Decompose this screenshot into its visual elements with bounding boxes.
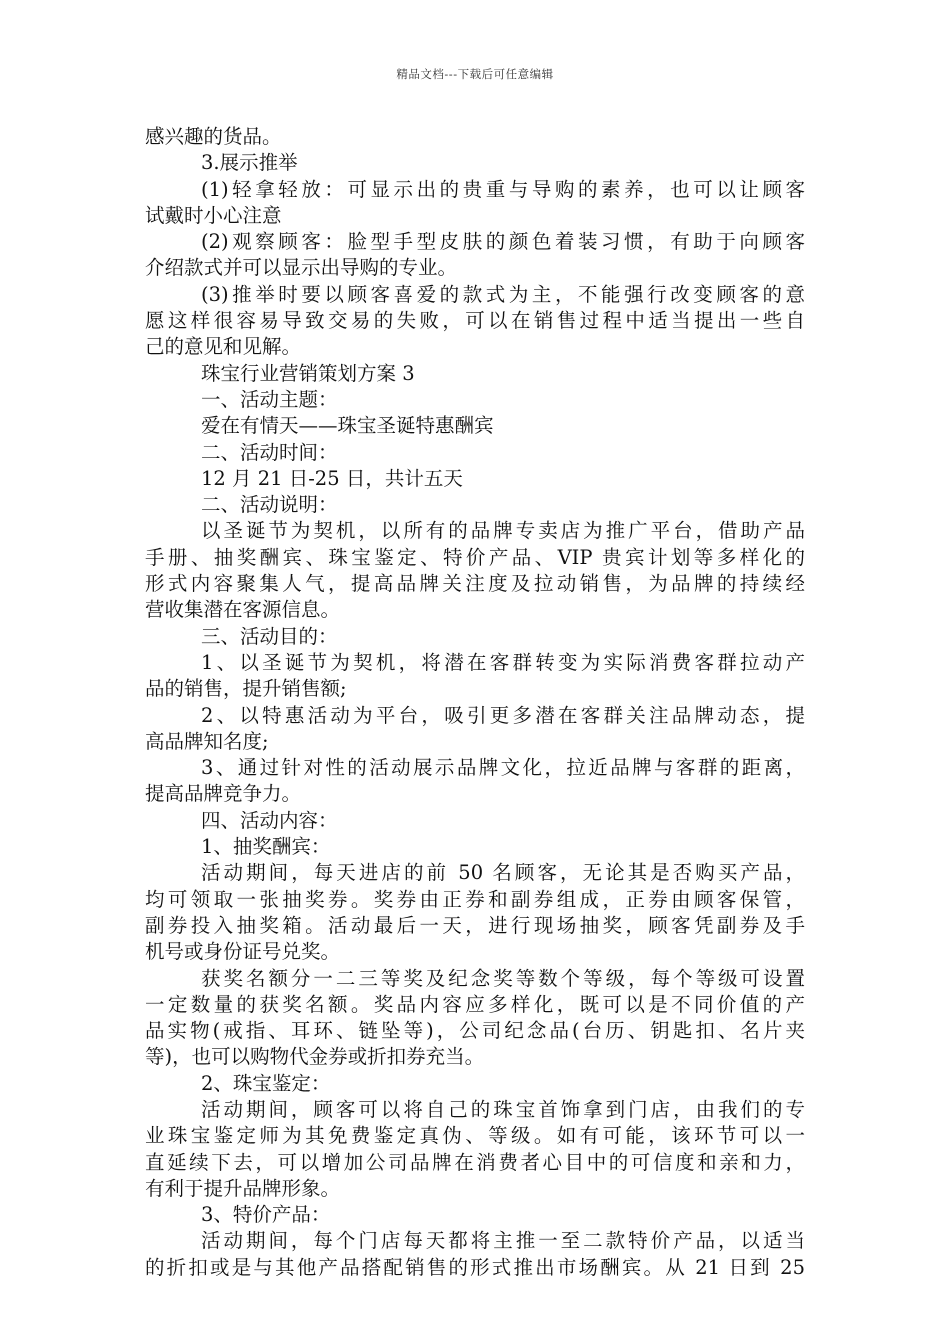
text-line: 3.展示推举 <box>201 151 298 175</box>
text-line: 高品牌知名度; <box>145 729 269 753</box>
text-line: 试戴时小心注意 <box>145 203 282 227</box>
text-line: 以圣诞节为契机，以所有的品牌专卖店为推广平台，借助产品 <box>201 519 805 543</box>
text-line: 感兴趣的货品。 <box>145 125 282 148</box>
page-header: 精品文档---下载后可任意编辑 <box>396 67 554 81</box>
text-line: 的折扣或是与其他产品搭配销售的形式推出市场酬宾。从 21 日到 25 <box>145 1255 805 1279</box>
text-line: 2、珠宝鉴定： <box>201 1071 331 1095</box>
text-line: 2、以特惠活动为平台，吸引更多潜在客群关注品牌动态，提 <box>201 703 805 727</box>
text-line: 活动期间，顾客可以将自己的珠宝首饰拿到门店，由我们的专 <box>201 1097 805 1121</box>
text-line: (1)轻拿轻放：可显示出的贵重与导购的素养，也可以让顾客 <box>201 177 805 201</box>
text-line: 一定数量的获奖名额。奖品内容应多样化，既可以是不同价值的产 <box>145 992 805 1016</box>
document-body <box>145 124 805 1281</box>
text-line: 有利于提升品牌形象。 <box>145 1176 341 1200</box>
text-line: 业珠宝鉴定师为其免费鉴定真伪、等级。如有可能，该环节可以一 <box>145 1124 805 1148</box>
text-line: 1、抽奖酬宾： <box>201 835 331 859</box>
text-line: 愿这样很容易导致交易的失败，可以在销售过程中适当提出一些自 <box>145 309 805 333</box>
text-line: 四、活动内容： <box>201 808 338 832</box>
text-line: 等)，也可以购物代金券或折扣券充当。 <box>145 1045 485 1069</box>
text-line: 活动期间，每个门店每天都将主推一至二款特价产品，以适当 <box>201 1229 805 1253</box>
text-line: 1、以圣诞节为契机，将潜在客群转变为实际消费客群拉动产 <box>201 650 805 674</box>
text-line: 一、活动主题： <box>201 387 338 411</box>
text-line: 提高品牌竞争力。 <box>145 782 302 806</box>
text-line: 3、特价产品： <box>201 1203 331 1227</box>
text-line: 活动期间，每天进店的前 50 名顾客，无论其是否购买产品， <box>201 861 805 885</box>
text-line: 均可领取一张抽奖券。奖券由正券和副券组成，正券由顾客保管， <box>145 887 805 911</box>
text-line: 二、活动时间： <box>201 440 338 464</box>
text-line: (2)观察顾客：脸型手型皮肤的颜色着装习惯，有助于向顾客 <box>201 230 805 254</box>
text-line: 直延续下去，可以增加公司品牌在消费者心目中的可信度和亲和力， <box>145 1150 805 1174</box>
text-line: 己的意见和见解。 <box>145 335 302 359</box>
text-line: 爱在有情天——珠宝圣诞特惠酬宾 <box>201 414 494 438</box>
text-line: 三、活动目的： <box>201 624 338 648</box>
text-line: 形式内容聚集人气，提高品牌关注度及拉动销售，为品牌的持续经 <box>145 572 805 596</box>
text-line: 品实物(戒指、耳环、链坠等)，公司纪念品(台历、钥匙扣、名片夹 <box>145 1019 805 1043</box>
text-line: 介绍款式并可以显示出导购的专业。 <box>145 256 458 280</box>
text-line: 获奖名额分一二三等奖及纪念奖等数个等级，每个等级可设置 <box>201 966 805 990</box>
text-line: 珠宝行业营销策划方案 3 <box>201 361 415 385</box>
text-line: 二、活动说明： <box>201 493 338 517</box>
text-line: (3)推举时要以顾客喜爱的款式为主，不能强行改变顾客的意 <box>201 282 805 306</box>
text-line: 12 月 21 日-25 日，共计五天 <box>201 466 463 490</box>
text-line: 营收集潜在客源信息。 <box>145 598 341 622</box>
text-line: 手册、抽奖酬宾、珠宝鉴定、特价产品、VIP 贵宾计划等多样化的 <box>145 545 805 569</box>
text-line: 品的销售，提升销售额; <box>145 677 347 701</box>
text-line: 机号或身份证号兑奖。 <box>145 940 341 964</box>
text-line: 副券投入抽奖箱。活动最后一天，进行现场抽奖，顾客凭副券及手 <box>145 913 805 937</box>
text-line: 3、通过针对性的活动展示品牌文化，拉近品牌与客群的距离， <box>201 756 805 780</box>
